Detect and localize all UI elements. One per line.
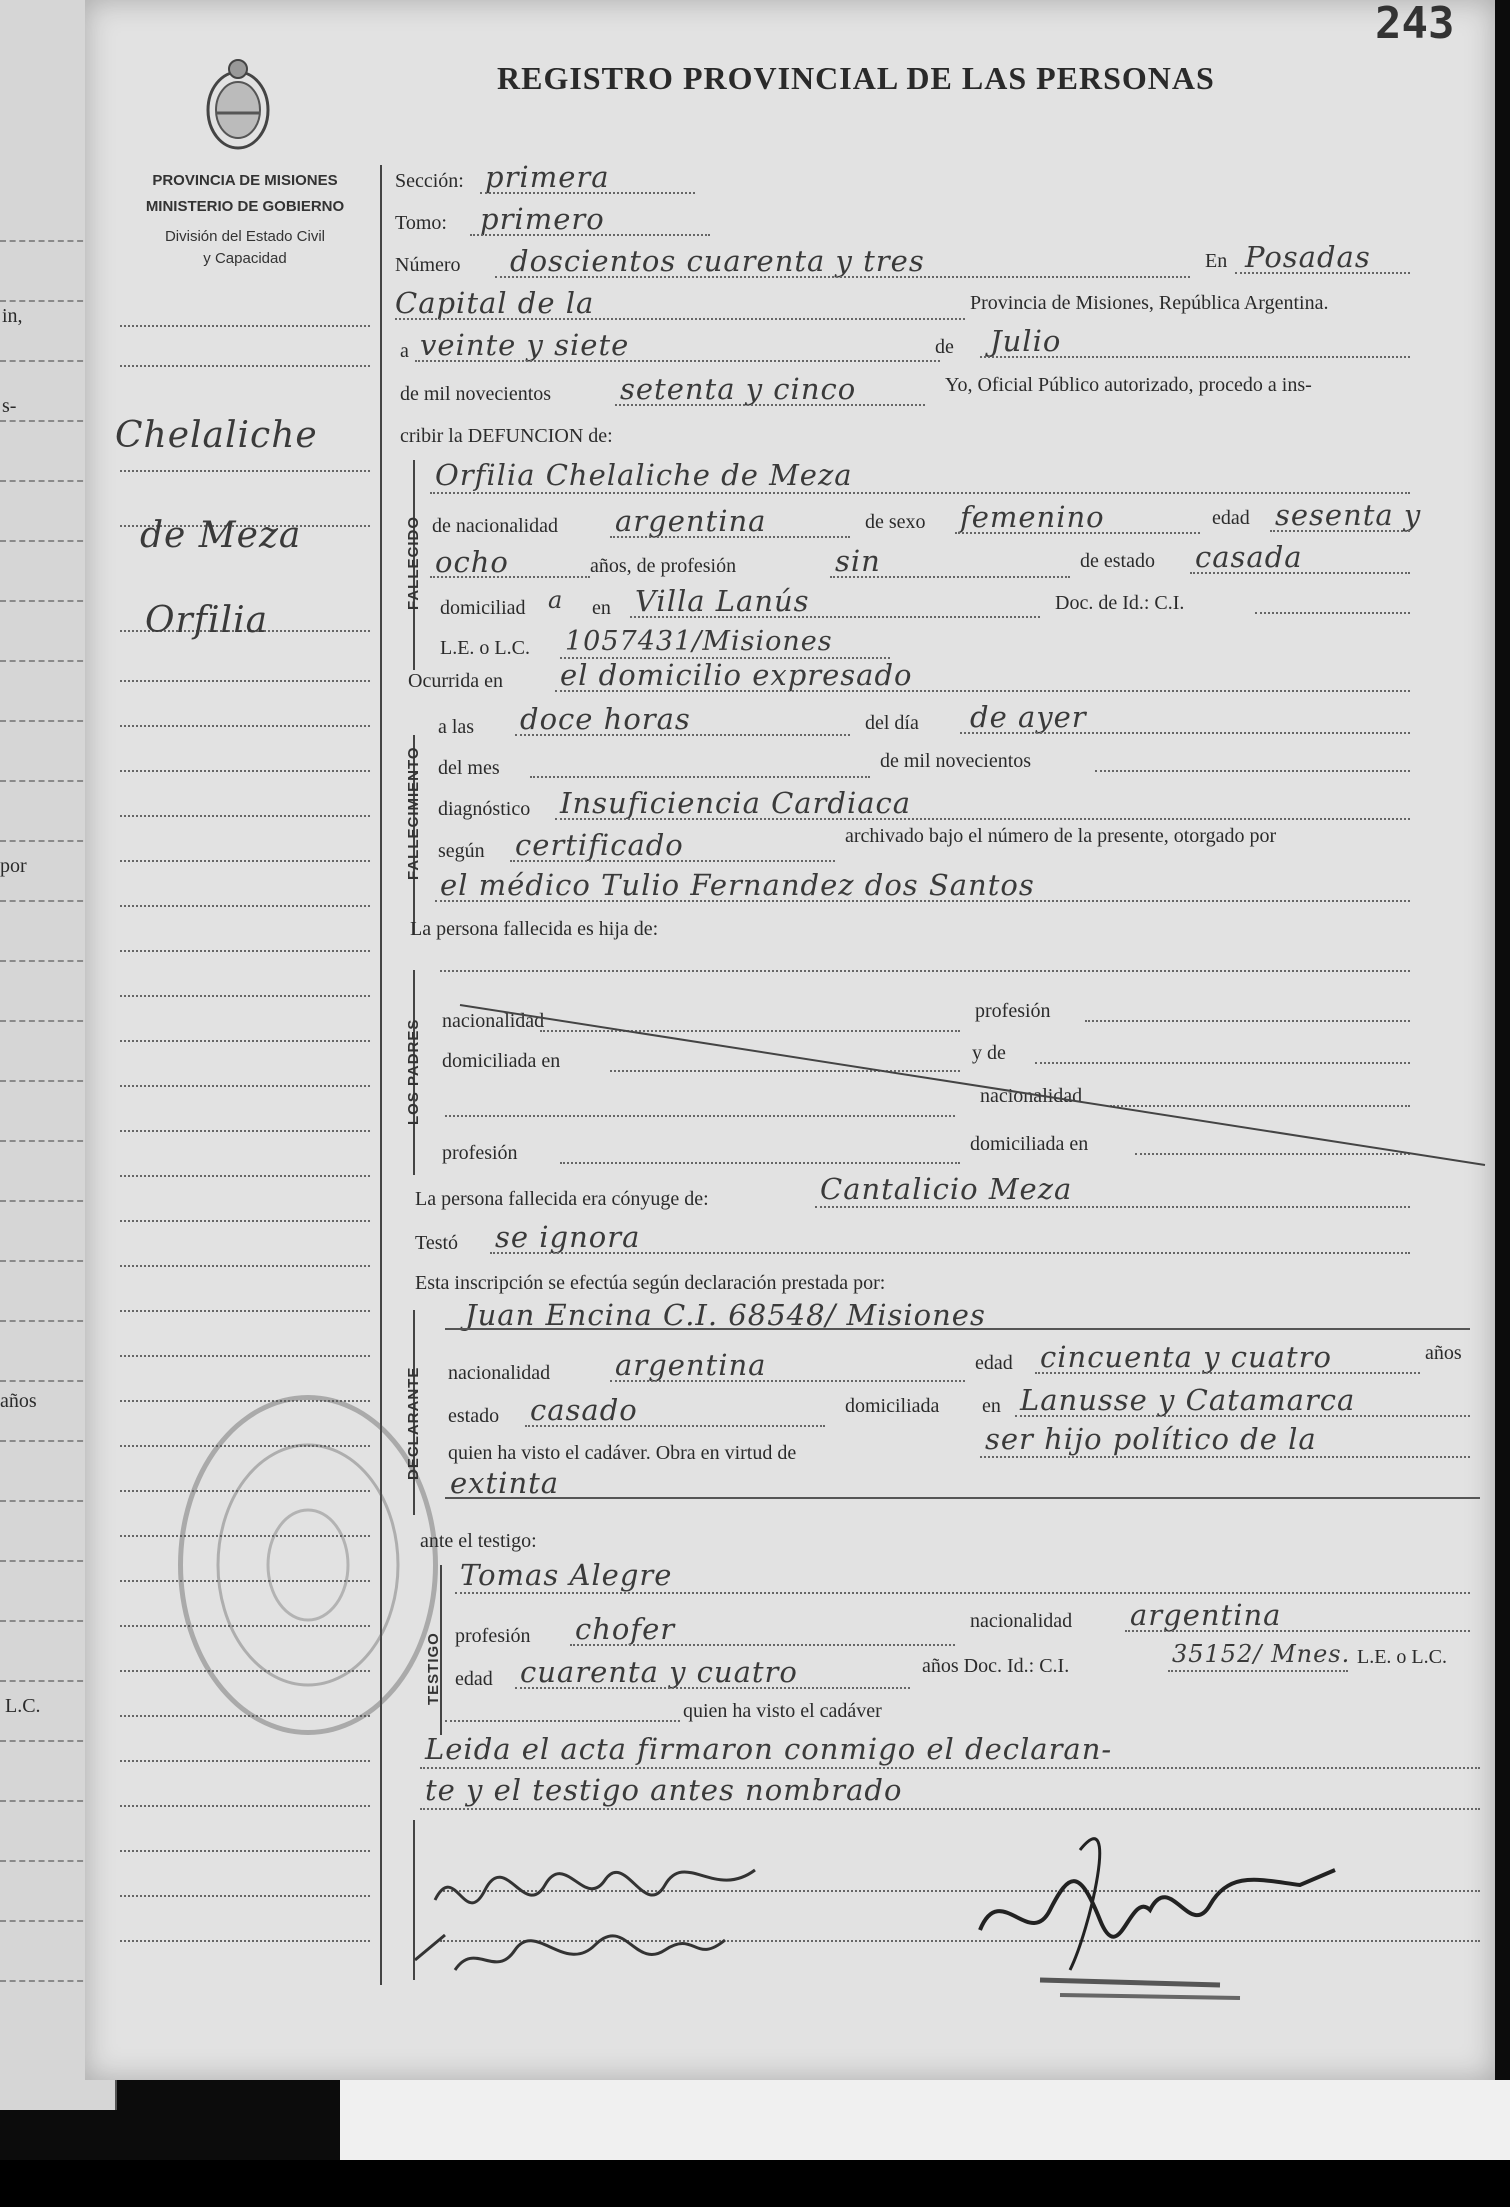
header-division2: y Capacidad bbox=[203, 250, 287, 267]
de-mil-label: de mil novecientos bbox=[400, 383, 552, 405]
test-profesion-label: profesión bbox=[455, 1625, 531, 1647]
padre-profesion-label: profesión bbox=[975, 1000, 1051, 1022]
closing-line-2: te y el testigo antes nombrado bbox=[425, 1773, 903, 1807]
ministry-seal-stamp bbox=[178, 1395, 438, 1735]
header-ministry: MINISTERIO DE GOBIERNO bbox=[145, 198, 345, 215]
prev-fragment: años bbox=[0, 1390, 37, 1412]
test-anos-doc-label: años Doc. Id.: C.I. bbox=[922, 1655, 1070, 1677]
y-de-label: y de bbox=[972, 1042, 1006, 1064]
sexo-value: femenino bbox=[960, 500, 1105, 534]
de-label: de bbox=[935, 336, 954, 358]
a-las-label: a las bbox=[438, 716, 475, 738]
segun-value: certificado bbox=[515, 828, 684, 862]
test-nacionalidad-value: argentina bbox=[1130, 1598, 1282, 1632]
segun-label: según bbox=[438, 840, 485, 862]
capital-value: Capital de la bbox=[395, 286, 595, 320]
page-gap bbox=[340, 2080, 1510, 2160]
decl-nacionalidad-value: argentina bbox=[615, 1348, 767, 1382]
doc-id-label: Doc. de Id.: C.I. bbox=[1055, 592, 1185, 614]
dia-value: veinte y siete bbox=[420, 328, 630, 362]
test-edad-value: cuarenta y cuatro bbox=[520, 1655, 798, 1689]
le-lc-value: 1057431/Misiones bbox=[565, 626, 833, 657]
decl-domicilio-value: Lanusse y Catamarca bbox=[1020, 1383, 1356, 1417]
fallecido-side-label: FALLECIDO bbox=[405, 516, 422, 610]
nacionalidad-value: argentina bbox=[615, 504, 767, 538]
le-lc-label: L.E. o L.C. bbox=[440, 637, 530, 659]
del-mes-label: del mes bbox=[438, 757, 500, 779]
decl-domiciliada-label: domiciliada bbox=[845, 1395, 940, 1417]
anos-profesion-label: años, de profesión bbox=[590, 555, 737, 577]
decl-estado-value: casado bbox=[530, 1393, 638, 1427]
margin-surname2: de Meza bbox=[140, 515, 302, 556]
footer-bar bbox=[0, 2160, 1510, 2207]
decl-edad-label: edad bbox=[975, 1352, 1013, 1374]
decl-anos-label: años bbox=[1425, 1342, 1462, 1364]
mes-value: Julio bbox=[990, 324, 1062, 358]
seccion-label: Sección: bbox=[395, 170, 464, 192]
declarante-side-label: DECLARANTE bbox=[405, 1366, 422, 1480]
sheet-number: 243 bbox=[1375, 0, 1455, 49]
inscripcion-text: Esta inscripción se efectúa según declaración prestada por: bbox=[415, 1272, 886, 1294]
domiciliad-suffix: a bbox=[548, 586, 564, 614]
fallecimiento-side-label: FALLECIMIENTO bbox=[405, 746, 422, 880]
nacionalidad-label: de nacionalidad bbox=[432, 515, 559, 537]
decl-edad-value: cincuenta y cuatro bbox=[1040, 1340, 1332, 1374]
decl-virtud-value2: extinta bbox=[450, 1466, 560, 1500]
ocurrida-value: el domicilio expresado bbox=[560, 658, 913, 692]
test-ci-value: 35152/ Mnes. bbox=[1172, 1640, 1351, 1668]
madre-nacionalidad-label: nacionalidad bbox=[980, 1085, 1083, 1107]
quien-visto2-text: quien ha visto el cadáver bbox=[683, 1700, 882, 1722]
domicilio-value: Villa Lanús bbox=[635, 584, 810, 618]
decl-virtud-value: ser hijo político de la bbox=[985, 1422, 1317, 1456]
edad-value-b: ocho bbox=[435, 545, 509, 579]
page-title: REGISTRO PROVINCIAL DE LAS PERSONAS bbox=[497, 60, 1215, 96]
del-dia-label: del día bbox=[865, 712, 919, 734]
provincia-text: Provincia de Misiones, República Argentina. bbox=[970, 292, 1329, 314]
inscribir-text: cribir la DEFUNCION de: bbox=[400, 425, 613, 447]
a-label: a bbox=[400, 340, 409, 362]
conyuge-value: Cantalicio Meza bbox=[820, 1172, 1073, 1206]
en-label2: en bbox=[592, 597, 611, 619]
conyuge-label: La persona fallecida era cónyuge de: bbox=[415, 1188, 709, 1210]
en-label: En bbox=[1205, 250, 1228, 272]
deceased-name: Orfilia Chelaliche de Meza bbox=[435, 458, 853, 492]
estado-value: casada bbox=[1195, 540, 1303, 574]
official-signature bbox=[960, 1810, 1360, 2010]
edad-value-a: sesenta y bbox=[1275, 498, 1422, 532]
testigo-side-label: TESTIGO bbox=[425, 1632, 442, 1705]
edad-label: edad bbox=[1212, 507, 1250, 529]
diagnostico-label: diagnóstico bbox=[438, 798, 531, 820]
de-mil2-label: de mil novecientos bbox=[880, 750, 1032, 772]
padre-nacionalidad-label: nacionalidad bbox=[442, 1010, 545, 1032]
prev-fragment: s- bbox=[2, 395, 17, 417]
medico-value: el médico Tulio Fernandez dos Santos bbox=[440, 868, 1035, 902]
domiciliad-label: domiciliad bbox=[440, 597, 526, 619]
decl-estado-label: estado bbox=[448, 1405, 500, 1427]
test-le-lc-label: L.E. o L.C. bbox=[1357, 1646, 1447, 1668]
en-value: Posadas bbox=[1245, 240, 1371, 274]
declarante-name: Juan Encina C.I. 68548/ Misiones bbox=[465, 1298, 986, 1332]
del-dia-value: de ayer bbox=[970, 700, 1087, 734]
coat-of-arms-icon bbox=[198, 55, 278, 155]
profesion-value: sin bbox=[835, 544, 881, 578]
decl-en-label: en bbox=[982, 1395, 1001, 1417]
prev-fragment: por bbox=[0, 855, 27, 877]
decl-nacionalidad-label: nacionalidad bbox=[448, 1362, 551, 1384]
estado-label: de estado bbox=[1080, 550, 1155, 572]
padre-profesion2-label: profesión bbox=[442, 1142, 518, 1164]
archivado-text: archivado bajo el número de la presente, otorgado por bbox=[845, 825, 1277, 847]
test-edad-label: edad bbox=[455, 1668, 493, 1690]
testo-value: se ignora bbox=[495, 1220, 641, 1254]
test-profesion-value: chofer bbox=[575, 1612, 676, 1646]
seccion-value: primera bbox=[485, 160, 610, 194]
padre-domiciliada-label: domiciliada en bbox=[442, 1050, 561, 1072]
prev-fragment: L.C. bbox=[5, 1695, 41, 1717]
padres-side-label: LOS PADRES bbox=[405, 1018, 422, 1125]
yo-oficial-text: Yo, Oficial Público autorizado, procedo a ins- bbox=[945, 374, 1312, 396]
header-province: PROVINCIA DE MISIONES bbox=[152, 172, 338, 189]
ante-testigo-label: ante el testigo: bbox=[420, 1530, 537, 1552]
padres-cross-out bbox=[440, 1000, 1490, 1170]
header-division: División del Estado Civil bbox=[164, 228, 326, 245]
testigo-name: Tomas Alegre bbox=[460, 1558, 673, 1592]
margin-first-name: Orfilia bbox=[145, 600, 269, 641]
witness-signatures bbox=[395, 1840, 835, 2000]
numero-label: Número bbox=[395, 254, 461, 276]
hija-de-label: La persona fallecida es hija de: bbox=[410, 918, 659, 940]
closing-line-1: Leida el acta firmaron conmigo el declaran- bbox=[425, 1732, 1113, 1766]
numero-value: doscientos cuarenta y tres bbox=[510, 244, 925, 278]
margin-surname: Chelaliche bbox=[115, 415, 318, 456]
ocurrida-label: Ocurrida en bbox=[408, 670, 503, 692]
quien-visto-text: quien ha visto el cadáver. Obra en virtud de bbox=[448, 1442, 797, 1464]
hora-value: doce horas bbox=[520, 702, 691, 736]
test-nacionalidad-label: nacionalidad bbox=[970, 1610, 1073, 1632]
tomo-value: primero bbox=[480, 202, 605, 236]
prev-fragment: in, bbox=[2, 305, 23, 327]
anio-value: setenta y cinco bbox=[620, 372, 857, 406]
madre-domiciliada-label: domiciliada en bbox=[970, 1133, 1089, 1155]
tomo-label: Tomo: bbox=[395, 212, 447, 234]
sexo-label: de sexo bbox=[865, 511, 926, 533]
diagnostico-value: Insuficiencia Cardiaca bbox=[560, 786, 912, 820]
testo-label: Testó bbox=[415, 1232, 459, 1254]
